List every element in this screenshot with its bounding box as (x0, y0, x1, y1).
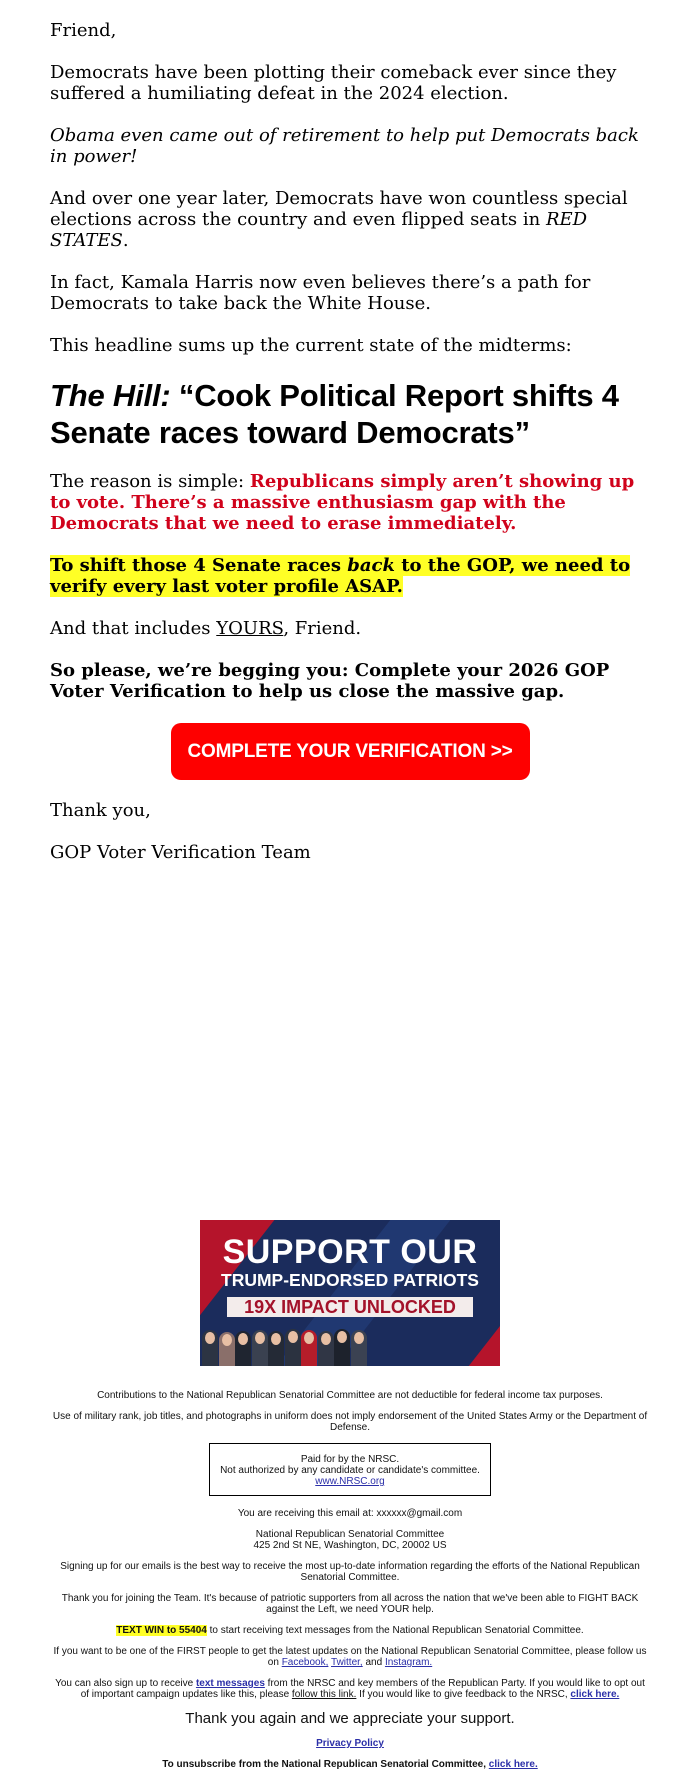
paragraph-special-elections (50, 188, 650, 251)
paragraph-comeback: Democrats have been plotting their comeback ever since they suffered a humiliating defeat in the 2024 election. (50, 62, 617, 104)
candidate-photo (285, 1329, 301, 1366)
paid-for-box (209, 1443, 491, 1496)
candidate-photo (219, 1332, 235, 1366)
paragraph-headline-intro: This headline sums up the current state of the midterms: (50, 335, 572, 356)
red-states-italic: RED STATES (50, 209, 588, 251)
cta-container (50, 723, 650, 780)
text-win-highlight: TEXT WIN to 55404 (116, 1625, 207, 1636)
text: You are receiving this email at: (237, 1508, 377, 1519)
privacy-policy-link[interactable]: Privacy Policy (316, 1738, 384, 1749)
text: And that includes (50, 618, 217, 639)
optout-link[interactable]: follow this link. (291, 1689, 357, 1700)
text: . (122, 230, 129, 251)
red-emphasis-text: Republicans simply aren’t showing up to vote. There’s a massive enthusiasm gap with the Democrats that we need to erase immediately. (50, 471, 635, 534)
feedback-link[interactable]: click here. (570, 1689, 620, 1700)
nrsc-website-link[interactable]: www.NRSC.org (315, 1476, 385, 1487)
text-messages-link[interactable]: text messages (195, 1678, 265, 1689)
banner-impact-label: 19X IMPACT UNLOCKED (227, 1297, 473, 1317)
paragraph-obama (50, 125, 650, 167)
text-win-line (50, 1625, 650, 1636)
yours-underlined: YOURS (216, 618, 284, 639)
back-italic: back (347, 555, 395, 576)
text: from the NRSC and key members of the Republican Party. If you would like to opt out of important campaign updates like this, please (80, 1678, 645, 1700)
text: If you would like to give feedback to the NRSC, (356, 1689, 571, 1700)
complete-verification-button[interactable]: COMPLETE YOUR VERIFICATION >> (171, 723, 530, 780)
signature: GOP Voter Verification Team (50, 842, 311, 863)
sms-optout-line (50, 1678, 650, 1700)
candidate-photo (268, 1331, 284, 1366)
thanks-team: Thank you for joining the Team. It's because of patriotic supporters from all across the nation that we've been able to FIGHT BACK against the Left, we need YOUR help. (61, 1593, 639, 1615)
signoff: Thank you, (50, 800, 151, 821)
candidate-photo (301, 1330, 317, 1366)
paragraph-begging: So please, we’re begging you: Complete your 2026 GOP Voter Verification to help us close the massive gap. (50, 660, 610, 702)
banner-title: SUPPORT OUR (222, 1233, 478, 1271)
tax-disclaimer: Contributions to the National Republican Senatorial Committee are not deductible for federal income tax purposes. (97, 1390, 603, 1401)
paragraph-highlighted (50, 555, 650, 597)
org-name: National Republican Senatorial Committee (255, 1529, 445, 1540)
follow-social (50, 1646, 650, 1668)
instagram-link[interactable]: Instagram. (384, 1657, 433, 1668)
text: You can also sign up to receive (55, 1678, 196, 1689)
receiving-email-notice (50, 1508, 650, 1519)
paragraph-harris: In fact, Kamala Harris now even believes there’s a path for Democrats to take back the White House. (50, 272, 591, 314)
highlighted-text (50, 555, 630, 597)
thanks-again: Thank you again and we appreciate your support. (185, 1710, 515, 1727)
text: to the GOP, we need to verify every last voter profile ASAP. (50, 555, 631, 597)
twitter-link[interactable]: Twitter, (331, 1657, 363, 1668)
facebook-link[interactable]: Facebook, (281, 1657, 329, 1668)
candidate-photo (318, 1331, 334, 1366)
text: , Friend. (283, 618, 362, 639)
candidate-photo (252, 1330, 268, 1366)
blank-spacer (0, 884, 700, 1220)
candidate-photo (351, 1330, 367, 1366)
paragraph-yours (50, 618, 650, 639)
text: To unsubscribe from the National Republican Senatorial Committee, (162, 1759, 489, 1770)
support-patriots-banner[interactable] (200, 1220, 500, 1366)
unsubscribe-line (50, 1759, 650, 1770)
email-body (0, 0, 700, 863)
candidate-photo (202, 1330, 218, 1366)
greeting: Friend, (50, 20, 117, 41)
banner-subtitle: TRUMP-ENDORSED PATRIOTS (221, 1270, 479, 1290)
candidate-photo (235, 1331, 251, 1366)
org-address (50, 1529, 650, 1551)
text: To shift those 4 Senate races (50, 555, 348, 576)
paragraph-reason (50, 471, 650, 534)
recipient-email: xxxxxx@gmail.com (376, 1508, 463, 1519)
not-authorized-text: Not authorized by any candidate or candidate's committee. (220, 1465, 480, 1476)
text: to start receiving text messages from the National Republican Senatorial Committee. (206, 1625, 584, 1636)
email-footer (0, 1390, 700, 1770)
headline-quote: “Cook Political Report shifts 4 Senate races toward Democrats” (50, 378, 619, 450)
signup-info: Signing up for our emails is the best way to receive the most up-to-date information regarding the efforts of the National Republican Senatorial Committee. (60, 1561, 640, 1583)
text: And over one year later, Democrats have won countless special elections across the country and even flipped seats in (50, 188, 628, 230)
headline-source: The Hill: (50, 378, 171, 413)
news-headline (50, 377, 650, 451)
obama-italic-text: Obama even came out of retirement to help put Democrats back in power! (50, 125, 639, 167)
unsubscribe-link[interactable]: click here. (488, 1759, 538, 1770)
banner-red-stripe (387, 1310, 500, 1366)
text: If you want to be one of the FIRST people to get the latest updates on the National Republican Senatorial Committee, please follow us on (53, 1646, 647, 1668)
paid-for-text: Paid for by the NRSC. (300, 1454, 400, 1465)
military-disclaimer: Use of military rank, job titles, and photographs in uniform does not imply endorsement of the United States Army or the Department of Defense. (52, 1411, 648, 1433)
text: and (362, 1657, 385, 1668)
org-street-address: 425 2nd St NE, Washington, DC, 20002 US (253, 1540, 447, 1551)
text: The reason is simple: (50, 471, 250, 492)
candidate-photo (334, 1329, 350, 1366)
candidate-photos (202, 1329, 367, 1366)
